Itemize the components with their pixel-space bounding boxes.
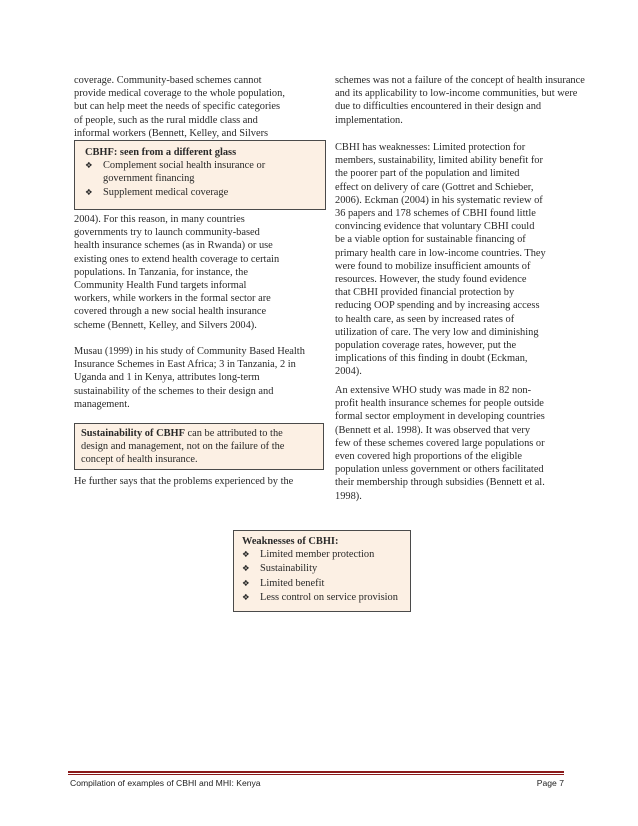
text-line: governments try to launch community-based xyxy=(74,227,260,239)
bullet-line: Complement social health insurance or xyxy=(103,160,266,172)
left-para-2 xyxy=(74,213,334,332)
text-line: (Bennett et al. 1998). It was observed that very xyxy=(335,424,531,436)
callout-bold: Sustainability of CBHF xyxy=(81,428,185,439)
text-line: CBHI has weaknesses: Limited protection for xyxy=(335,142,526,153)
text-line: workers, while workers in the formal sector are xyxy=(74,293,271,305)
text-line: Uganda and 1 in Kenya, attributes long-term xyxy=(74,372,260,384)
callout-box-sustainability xyxy=(74,423,324,470)
bullet-item xyxy=(85,186,319,200)
text-line: utilization of care. The very low and diminishing xyxy=(335,326,539,338)
text-line: and its applicability to low-income communities, but were xyxy=(335,88,578,100)
bullet-line: government financing xyxy=(103,173,195,185)
text-line: due to difficulties encountered in their design and xyxy=(335,101,542,113)
page-footer xyxy=(70,778,564,788)
callout-title: Weaknesses of CBHI: xyxy=(242,536,339,547)
bullet-item xyxy=(242,562,404,576)
callout-line xyxy=(81,427,317,440)
text-line: implementation. xyxy=(335,114,403,126)
bullet-line: Less control on service provision xyxy=(260,591,398,603)
diamond-bullet-icon: ❖ xyxy=(85,187,93,198)
right-para-2 xyxy=(335,141,607,379)
text-line: covered through a new social health insurance xyxy=(74,306,267,318)
callout-box-glass xyxy=(74,140,326,210)
text-line: 1998). xyxy=(335,490,362,502)
callout-title: CBHF: seen from a different glass xyxy=(85,147,237,158)
footer-rule xyxy=(68,771,564,773)
text-line: Community Health Fund targets informal xyxy=(74,280,247,292)
text-line: 2006). Eckman (2004) in his systematic review of xyxy=(335,194,543,206)
text-line: effect on delivery of care (Gottret and Schieber, xyxy=(335,181,534,193)
bullet-item xyxy=(242,548,404,562)
callout-line: design and management, not on the failure of the xyxy=(81,441,285,453)
text-line: profit health insurance schemes for people outside xyxy=(335,398,544,410)
text-line: An extensive WHO study was made in 82 non- xyxy=(335,385,532,396)
text-line: even covered high proportions of the eligible xyxy=(335,451,522,463)
bullet-line: Sustainability xyxy=(260,563,318,575)
text-line: formal sector employment in developing countries xyxy=(335,411,545,423)
text-line: be a viable option for sustainable financing of xyxy=(335,234,526,246)
bullet-item xyxy=(242,577,404,591)
text-line: convincing evidence that voluntary CBHI could xyxy=(335,221,535,233)
footer-rule-thin xyxy=(68,774,564,775)
text-line: their membership through subsidies (Bennett et al. xyxy=(335,477,545,489)
text-line: population unless government or others facilitated xyxy=(335,464,544,476)
text-line: 2004). xyxy=(335,366,362,378)
bullet-line: Limited benefit xyxy=(260,577,325,589)
text-line: few of these schemes covered large populations or xyxy=(335,437,545,449)
text-line: Musau (1999) in his study of Community Based Health xyxy=(74,346,305,357)
callout-line: concept of health insurance. xyxy=(81,454,198,466)
text-line: that CBHI provided financial protection by xyxy=(335,287,515,299)
text-line: sustainability of the schemes to their design and xyxy=(74,385,274,397)
bullet-item xyxy=(85,159,319,185)
text-line: reducing OOP spending and by increasing access xyxy=(335,300,540,312)
text-line: were found to mobilize insufficient amounts of xyxy=(335,260,531,272)
bullet-line: Supplement medical coverage xyxy=(103,186,229,198)
right-para-3 xyxy=(335,384,607,503)
bullet-text xyxy=(103,159,319,185)
text-line: implications of this finding in doubt (Eckman, xyxy=(335,353,528,365)
text-line: primary health care in low-income countries. They xyxy=(335,247,546,259)
text-line: of people, such as the rural middle class and xyxy=(74,114,258,126)
text-line: 2004). For this reason, in many countries xyxy=(74,214,245,225)
text-line: health insurance schemes (as in Rwanda) or use xyxy=(74,240,273,252)
page-number: Page 7 xyxy=(536,778,564,788)
text-line: management. xyxy=(74,398,130,410)
text-line: members, sustainability, limited ability benefit for xyxy=(335,155,543,167)
text-line: informal workers (Bennett, Kelley, and Silvers xyxy=(74,127,269,139)
footer-title: Compilation of examples of CBHI and MHI: Kenya xyxy=(70,778,261,788)
bullet-item xyxy=(242,591,404,605)
diamond-bullet-icon: ❖ xyxy=(242,564,250,575)
left-closing-line: He further says that the problems experienced by the xyxy=(74,476,294,487)
diamond-bullet-icon: ❖ xyxy=(85,161,93,172)
diamond-bullet-icon: ❖ xyxy=(242,592,250,603)
callout-text: can be attributed to the xyxy=(184,428,283,439)
diamond-bullet-icon: ❖ xyxy=(242,578,250,589)
diamond-bullet-icon: ❖ xyxy=(242,550,250,561)
text-line: population coverage rates, however, put the xyxy=(335,340,517,352)
right-para-1 xyxy=(335,74,615,127)
left-para-1 xyxy=(74,74,334,140)
text-line: to health care, as seen by increased rates of xyxy=(335,313,515,325)
text-line: scheme (Bennett, Kelley, and Silvers 2004). xyxy=(74,319,257,331)
bullet-line: Limited member protection xyxy=(260,549,375,561)
text-line: Insurance Schemes in East Africa; 3 in Tanzania, 2 in xyxy=(74,359,296,371)
text-line: provide medical coverage to the whole population, xyxy=(74,88,285,100)
text-line: schemes was not a failure of the concept of health insurance xyxy=(335,75,585,86)
text-line: resources. However, the study found evidence xyxy=(335,274,527,286)
text-line: populations. In Tanzania, for instance, the xyxy=(74,266,248,278)
text-line: existing ones to extend health coverage to certain xyxy=(74,253,280,265)
callout-box-weaknesses xyxy=(233,530,411,612)
text-line: 36 papers and 178 schemes of CBHI found little xyxy=(335,208,536,220)
text-line: but can help meet the needs of specific categories xyxy=(74,101,280,113)
left-para-3 xyxy=(74,345,336,411)
text-line: the poorer part of the population and limited xyxy=(335,168,520,180)
text-line: coverage. Community-based schemes cannot xyxy=(74,75,262,86)
